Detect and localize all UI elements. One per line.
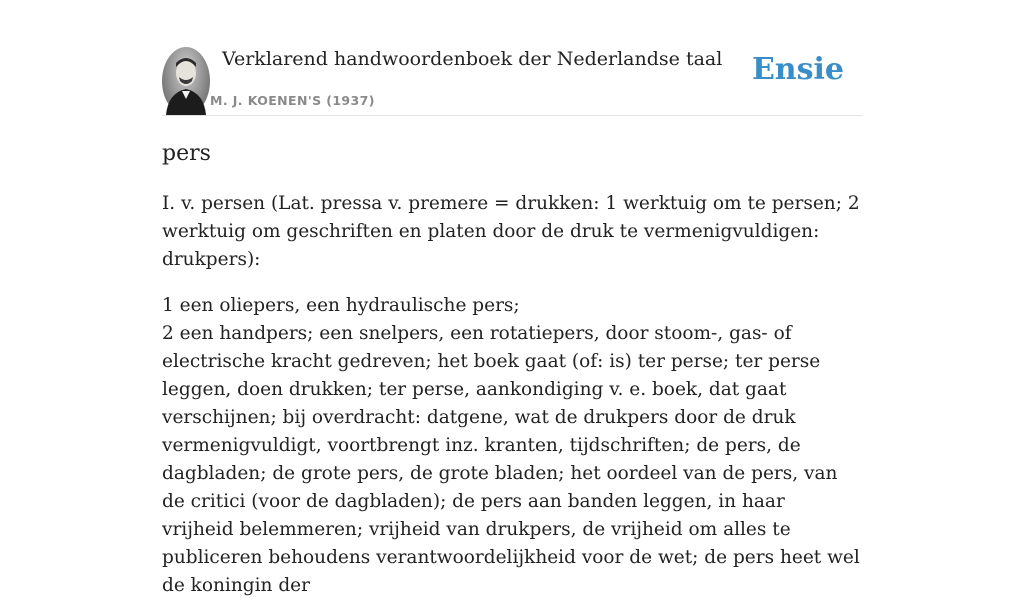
entry-sense: 2 een handpers; een snelpers, een rotatiepers, door stoom-, gas- of electrische kracht gedreven; het boek gaat (of: is) ter perse; ter perse leggen, doen drukken; ter perse, aankondiging v. e. boek, dat gaat verschijnen; bij overdracht: datgene, wat de drukpers door de druk vermenigvuldigt, voortbrengt inz. kranten, tijdschriften; de pers, de dagbladen; de grote pers, de grote bladen; het oordeel van de pers, van de critici (voor de dagbladen); de pers aan banden leggen, in haar vrijheid belemmeren; vrijheid van drukpers, de vrijheid om alles te publiceren behoudens verantwoordelijkheid voor de wet; de pers heet wel de koningin der bbox=[162, 323, 860, 596]
author-portrait bbox=[162, 47, 210, 115]
entry-content bbox=[162, 138, 862, 600]
site-title: Verklarend handwoordenboek der Nederlandse taal bbox=[222, 48, 723, 70]
entry-headword: pers bbox=[162, 141, 211, 166]
entry-sense: 1 een oliepers, een hydraulische pers; bbox=[162, 295, 520, 316]
site-subtitle: M. J. KOENEN'S (1937) bbox=[210, 93, 375, 108]
ensie-logo-link[interactable]: Ensie bbox=[751, 52, 844, 87]
entry-definition: I. v. persen (Lat. pressa v. premere = drukken: 1 werktuig om te persen; 2 werktuig om geschriften en platen door de druk te vermenigvuldigen: drukpers): bbox=[162, 193, 860, 270]
site-header bbox=[162, 46, 862, 116]
